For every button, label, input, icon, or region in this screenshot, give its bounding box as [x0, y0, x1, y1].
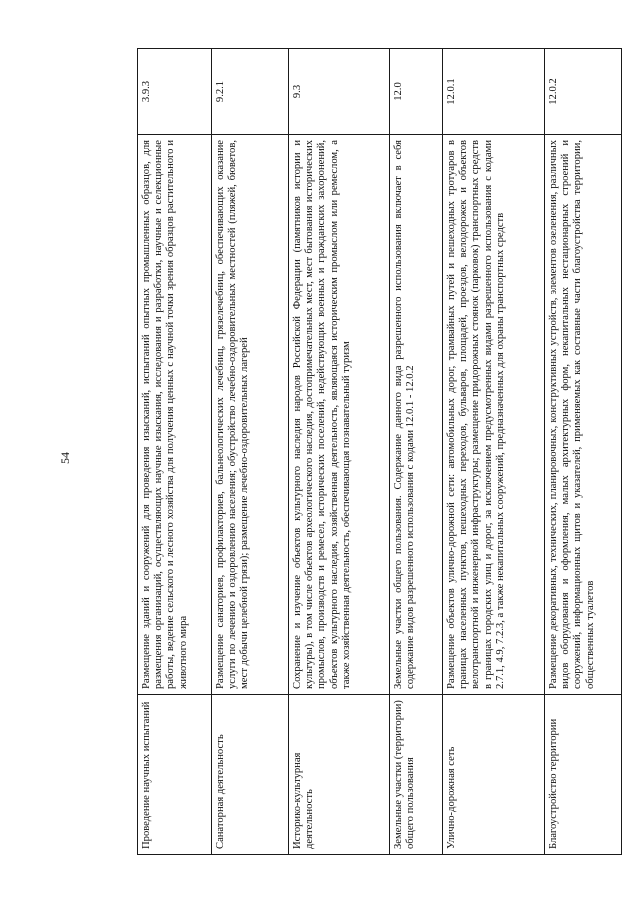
use-type-code: 9.2.1: [212, 49, 289, 135]
use-type-description: Размещение санаториев, профилакториев, бальнеологических лечебниц, грязелечебниц, обеспечивающих оказание услуги по лечению и оздоровлению населения; обустройство лечебно-оздоровительных местностей (пляжей, бюветов, мест добычи целебной грязи); размещение лечебно-оздоровительных лагерей: [212, 135, 289, 695]
use-type-description: Земельные участки общего пользования. Содержание данного вида разрешенного использования включает в себя содержание видов разрешенного использования с кодами 12.0.1 - 12.0.2: [390, 135, 443, 695]
rotated-table-container: [137, 49, 607, 855]
table-row: [390, 49, 443, 855]
use-type-name: Историко-культурная деятельность: [289, 695, 390, 855]
use-type-name: Улично-дорожная сеть: [443, 695, 545, 855]
table-row: [289, 49, 390, 855]
use-type-code: 3.9.3: [138, 49, 212, 135]
use-type-name: Санаторная деятельность: [212, 695, 289, 855]
land-use-classifier-table: [137, 48, 622, 855]
use-type-description: Размещение декоративных, технических, планировочных, конструктивных устройств, элементов озеленения, различных видов оборудования и оформления, малых архитектурных форм, некапитальных нестационарных строений и сооружений, информационных щитов и указателей, применяемых как составные части благоустройства территории, общественных туалетов: [545, 135, 622, 695]
use-type-name: Благоустройство территории: [545, 695, 622, 855]
use-type-description: Размещение зданий и сооружений для проведения изысканий, испытаний опытных промышленных образцов, для размещения организаций, осуществляющих научные изыскания, исследования и разработки, научные и селекционные работы, ведение сельского и лесного хозяйства для получения ценных с научной точки зрения образцов растительного и животного мира: [138, 135, 212, 695]
use-type-name: Земельные участки (территории) общего пользования: [390, 695, 443, 855]
table-row: [212, 49, 289, 855]
use-type-code: 12.0: [390, 49, 443, 135]
use-type-code: 12.0.2: [545, 49, 622, 135]
page-number: 54: [58, 452, 72, 464]
use-type-code: 9.3: [289, 49, 390, 135]
use-type-code: 12.0.1: [443, 49, 545, 135]
table-row: [545, 49, 622, 855]
table-row: [138, 49, 212, 855]
use-type-name: Проведение научных испытаний: [138, 695, 212, 855]
use-type-description: Размещение объектов улично-дорожной сети: автомобильных дорог, трамвайных путей и пешеходных тротуаров в границах населенных пунктов, пешеходных переходов, бульваров, площадей, проездов, велодорожек и объектов велотранспортной и инженерной инфраструктуры; размещение придорожных стоянок (парковок) транспортных средств в границах городских улиц и дорог, за исключением предусмотренных видами разрешенного использования с кодами 2.7.1, 4.9, 7.2.3, а также некапитальных сооружений, предназначенных для охраны транспортных средств: [443, 135, 545, 695]
use-type-description: Сохранение и изучение объектов культурного наследия народов Российской Федерации (памятников истории и культуры), в том числе объектов археологического наследия, достопримечательных мест, мест бытования исторических промыслов, производств и ремесел, исторических поселений, недействующих военных и гражданских захоронений, объектов культурного наследия, хозяйственная деятельность, являющаяся историческим промыслом или ремеслом, а также хозяйственная деятельность, обеспечивающая познавательный туризм: [289, 135, 390, 695]
table-row: [443, 49, 545, 855]
